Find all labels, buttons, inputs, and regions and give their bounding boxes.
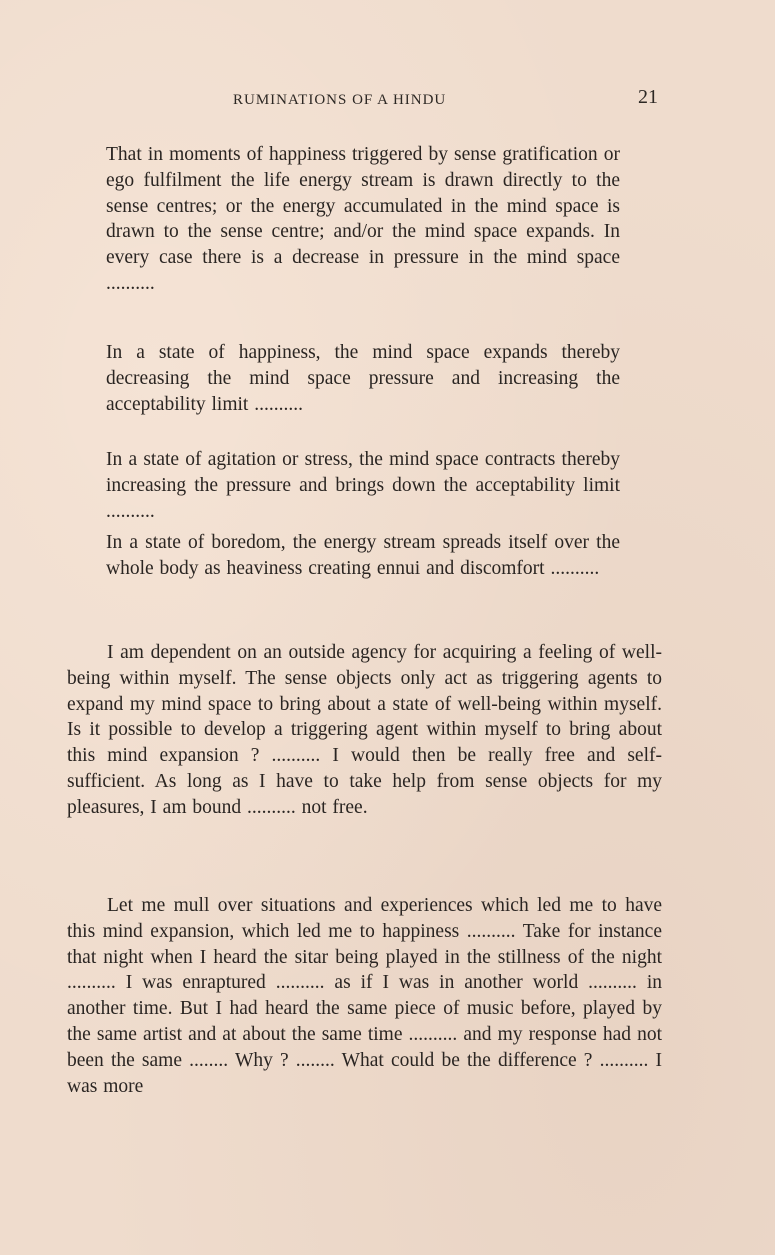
paragraph-mind-expansion: Let me mull over situations and experiences which led me to have this mind expansion, which led me to happiness .......... Take for instance that night when I heard the sitar being played in the stillness of the night .......... I was enraptured .......... as if I was in another world .......... in another time. But I had heard the same piece of music before, played by the same artist and at about the same time .......... and my response had not been the same ........ Why ? ........ What could be the difference ? .......... I was more (67, 895, 662, 1097)
page-number: 21 (638, 86, 658, 108)
paragraph-happiness-state: In a state of happiness, the mind space expands thereby decreasing the mind space pressure and increasing the acceptability limit .......... (106, 342, 620, 415)
running-head: RUMINATIONS OF A HINDU (233, 92, 447, 108)
paragraph-boredom-state: In a state of boredom, the energy stream spreads itself over the whole body as heaviness creating ennui and discomfort .......... (106, 532, 620, 579)
paragraph-outside-agency: I am dependent on an outside agency for acquiring a feeling of well-being within myself. The sense objects only act as triggering agents to expand my mind space to bring about a state of well-being within myself. Is it possible to develop a triggering agent within myself to bring about this mind expansion ? .......... I would then be really free and self-sufficient. As long as I have to take help from sense objects for my pleasures, I am bound .......... not free. (67, 642, 662, 818)
paragraph-agitation-state: In a state of agitation or stress, the mind space contracts thereby increasing the pressure and brings down the acceptability limit .......... (106, 449, 620, 522)
paragraph-happiness-pressure: That in moments of happiness triggered by sense gratification or ego fulfilment the life energy stream is drawn directly to the sense centres; or the energy accumulated in the mind space is drawn to the sense centre; and/or the mind space expands. In every case there is a decrease in pressure in the mind space .......... (106, 144, 620, 294)
